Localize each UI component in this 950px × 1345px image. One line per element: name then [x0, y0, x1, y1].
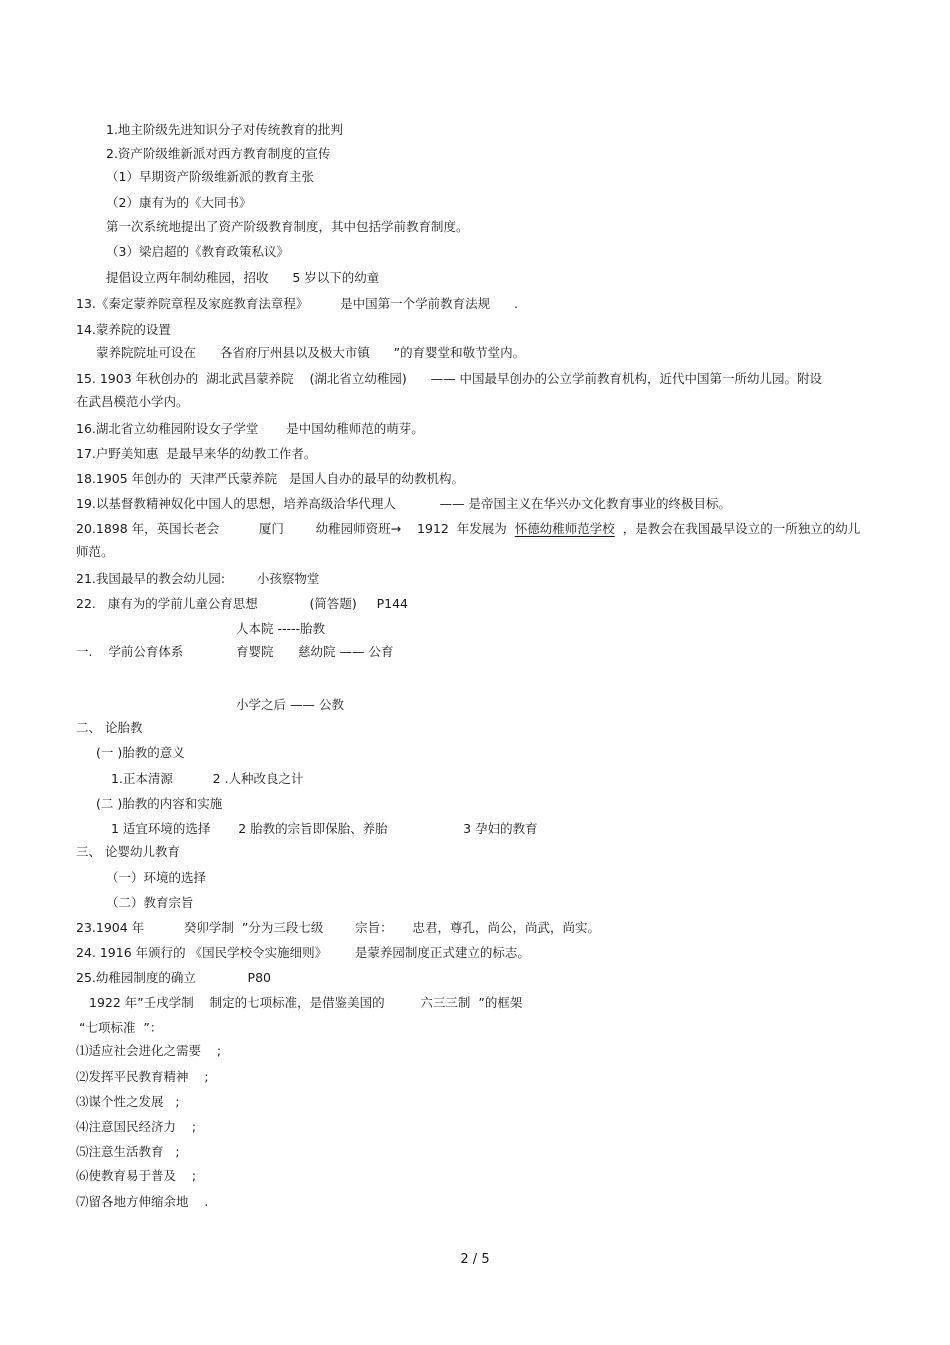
text-line: 18.1905 年创办的 天津严氏蒙养院 是国人自办的最早的幼教机构。 [76, 471, 465, 486]
text-line: 1 适宜环境的选择 2 胎教的宗旨即保胎、养胎 3 孕妇的教育 [111, 821, 538, 836]
text-line: 24. 1916 年颁行的 《国民学校令实施细则》 是蒙养园制度正式建立的标志。 [76, 945, 530, 960]
text-line: ⑶谋个性之发展 ; [76, 1094, 180, 1109]
text-line: 1922 年”壬戌学制 制定的七项标准，是借鉴美国的 六三三制 ”的框架 [89, 995, 523, 1010]
text-line: 慈幼院 —— 公育 [298, 644, 394, 659]
text-line: 22. 康有为的学前儿童公育思想 (简答题) P144 [76, 596, 408, 611]
text-segment: 20.1898 年，英国长老会 厦门 幼稚园师资班→ 1912 年发展为 [76, 521, 515, 536]
text-line: 育婴院 [236, 644, 274, 659]
underlined-school-name: 怀德幼稚师范学校 [514, 521, 615, 536]
text-line: 1.正本清源 2 .人种改良之计 [111, 771, 304, 786]
text-line: 第一次系统地提出了资产阶级教育制度，其中包括学前教育制度。 [106, 219, 469, 234]
text-line: ⑹使教育易于普及 ; [76, 1168, 197, 1183]
text-line: ⑷注意国民经济力 ; [76, 1119, 197, 1134]
text-line: 一. 学前公育体系 [76, 644, 184, 659]
text-line: 13.《秦定蒙养院章程及家庭教育法章程》 是中国第一个学前教育法规 . [76, 296, 518, 311]
text-line: ⑴适应社会进化之需要 ; [76, 1043, 222, 1058]
text-line: ⑸注意生活教育 ; [76, 1144, 180, 1159]
text-line: 蒙养院院址可设在 各省府厅州县以及极大市镇 ”的育婴堂和敬节堂内。 [96, 345, 526, 360]
text-segment: ，是教会在我国最早设立的一所独立的幼儿 [614, 521, 861, 536]
text-line: ⑵发挥平民教育精神 ; [76, 1069, 209, 1084]
text-line: （3）梁启超的《教育政策私议》 [106, 244, 289, 259]
text-line: 2.资产阶级维新派对西方教育制度的宣传 [106, 146, 331, 161]
text-line: （1）早期资产阶级维新派的教育主张 [106, 169, 314, 184]
text-line: 三、 论婴幼儿教育 [76, 844, 180, 859]
text-line: 1.地主阶级先进知识分子对传统教育的批判 [106, 122, 343, 137]
page-number: 2 / 5 [460, 1252, 490, 1267]
text-line: 在武昌模范小学内。 [76, 394, 189, 409]
text-line: (二 )胎教的内容和实施 [96, 796, 223, 811]
text-line: 21.我国最早的教会幼儿园: 小孩察物堂 [76, 571, 320, 586]
text-line: （一）环境的选择 [106, 870, 207, 885]
text-line: 17.户野美知惠 是最早来华的幼教工作者。 [76, 446, 317, 461]
text-line: （二）教育宗旨 [106, 895, 194, 910]
text-line: (一 )胎教的意义 [96, 745, 185, 760]
text-line: “七项标准 ”： [79, 1020, 163, 1035]
text-line-with-underline [76, 521, 860, 537]
text-line: 16.湖北省立幼稚园附设女子学堂 是中国幼稚师范的萌芽。 [76, 421, 424, 436]
text-line: ⑺留各地方伸缩余地 . [76, 1194, 209, 1209]
text-line: 14.蒙养院的设置 [76, 322, 171, 337]
text-line: 25.幼稚园制度的确立 P80 [76, 970, 271, 985]
text-line: 提倡设立两年制幼稚园，招收 5 岁以下的幼童 [106, 270, 380, 285]
text-line: 人本院 -----胎教 [236, 621, 326, 636]
text-line: 小学之后 —— 公教 [236, 697, 344, 712]
text-line: 15. 1903 年秋创办的 湖北武昌蒙养院 (湖北省立幼稚园) —— 中国最早创办的公立学前教育机构，近代中国第一所幼儿园。附设 [76, 371, 823, 386]
text-line: 19.以基督教精神奴化中国人的思想，培养高级洽华代理人 —— 是帝国主义在华兴办文化教育事业的终极目标。 [76, 496, 732, 511]
text-line: 二、 论胎教 [76, 720, 143, 735]
text-line: 23.1904 年 癸卯学制 ”分为三段七级 宗旨： 忠君，尊孔，尚公，尚武，尚实。 [76, 920, 600, 935]
text-line: 师范。 [76, 544, 114, 559]
text-line: （2）康有为的《大同书》 [106, 195, 252, 210]
